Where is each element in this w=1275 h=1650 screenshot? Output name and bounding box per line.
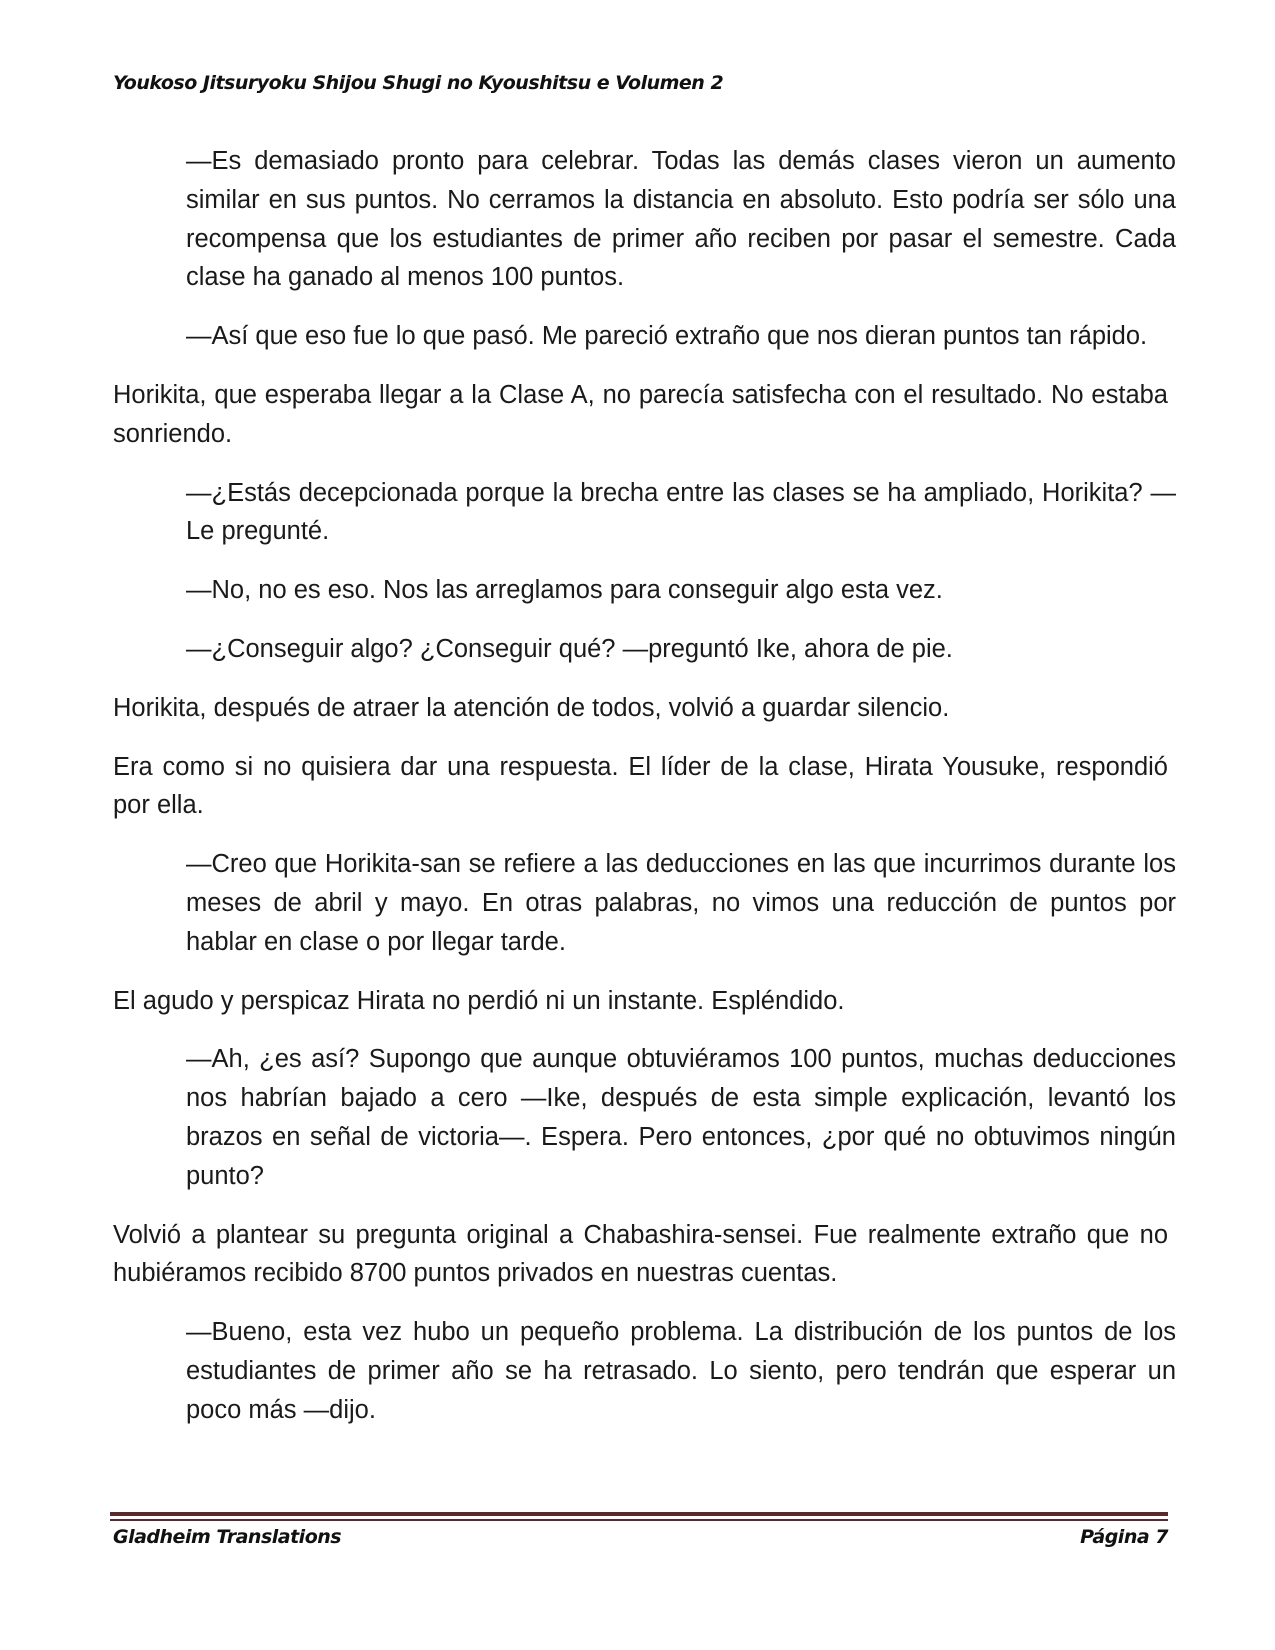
footer-divider (110, 1512, 1168, 1521)
dialogue-paragraph: —¿Estás decepcionada porque la brecha entre las clases se ha ampliado, Horikita? —Le pregunté. (186, 478, 1176, 546)
narration-paragraph: Horikita, después de atraer la atención de todos, volvió a guardar silencio. (113, 693, 950, 722)
dialogue-paragraph: —¿Conseguir algo? ¿Conseguir qué? —preguntó Ike, ahora de pie. (186, 634, 953, 663)
narration-paragraph: Volvió a plantear su pregunta original a Chabashira-sensei. Fue realmente extraño que no hubiéramos recibido 8700 puntos privados en nuestras cuentas. (113, 1220, 1168, 1288)
page-header-title: Youkoso Jitsuryoku Shijou Shugi no Kyoushitsu e Volumen 2 (113, 72, 724, 94)
dialogue-paragraph: —No, no es eso. Nos las arreglamos para conseguir algo esta vez. (186, 576, 943, 605)
footer-divider-thin (110, 1519, 1168, 1521)
narration-paragraph: Era como si no quisiera dar una respuesta. El líder de la clase, Hirata Yousuke, respondió por ella. (113, 752, 1168, 820)
narration-paragraph: El agudo y perspicaz Hirata no perdió ni un instante. Espléndido. (113, 986, 845, 1015)
page-body (113, 142, 1176, 1450)
footer-divider-thick (110, 1512, 1168, 1516)
dialogue-paragraph: —Es demasiado pronto para celebrar. Todas las demás clases vieron un aumento similar en sus puntos. No cerramos la distancia en absoluto. Esto podría ser sólo una recompensa que los estudiantes de primer año reciben por pasar el semestre. Cada clase ha ganado al menos 100 puntos. (186, 147, 1176, 292)
narration-paragraph: Horikita, que esperaba llegar a la Clase A, no parecía satisfecha con el resultado. No estaba sonriendo. (113, 380, 1168, 448)
dialogue-paragraph: —Ah, ¿es así? Supongo que aunque obtuviéramos 100 puntos, muchas deducciones nos habrían bajado a cero —Ike, después de esta simple explicación, levantó los brazos en señal de victoria—. Espera. Pero entonces, ¿por qué no obtuvimos ningún punto? (186, 1045, 1176, 1190)
dialogue-paragraph: —Bueno, esta vez hubo un pequeño problema. La distribución de los puntos de los estudiantes de primer año se ha retrasado. Lo siento, pero tendrán que esperar un poco más —dijo. (186, 1318, 1176, 1424)
dialogue-paragraph: —Creo que Horikita-san se refiere a las deducciones en las que incurrimos durante los meses de abril y mayo. En otras palabras, no vimos una reducción de puntos por hablar en clase o por llegar tarde. (186, 850, 1176, 956)
dialogue-paragraph: —Así que eso fue lo que pasó. Me pareció extraño que nos dieran puntos tan rápido. (186, 322, 1148, 351)
footer-translator-credit: Gladheim Translations (113, 1526, 342, 1548)
footer-page-number: Página 7 (1080, 1526, 1168, 1548)
